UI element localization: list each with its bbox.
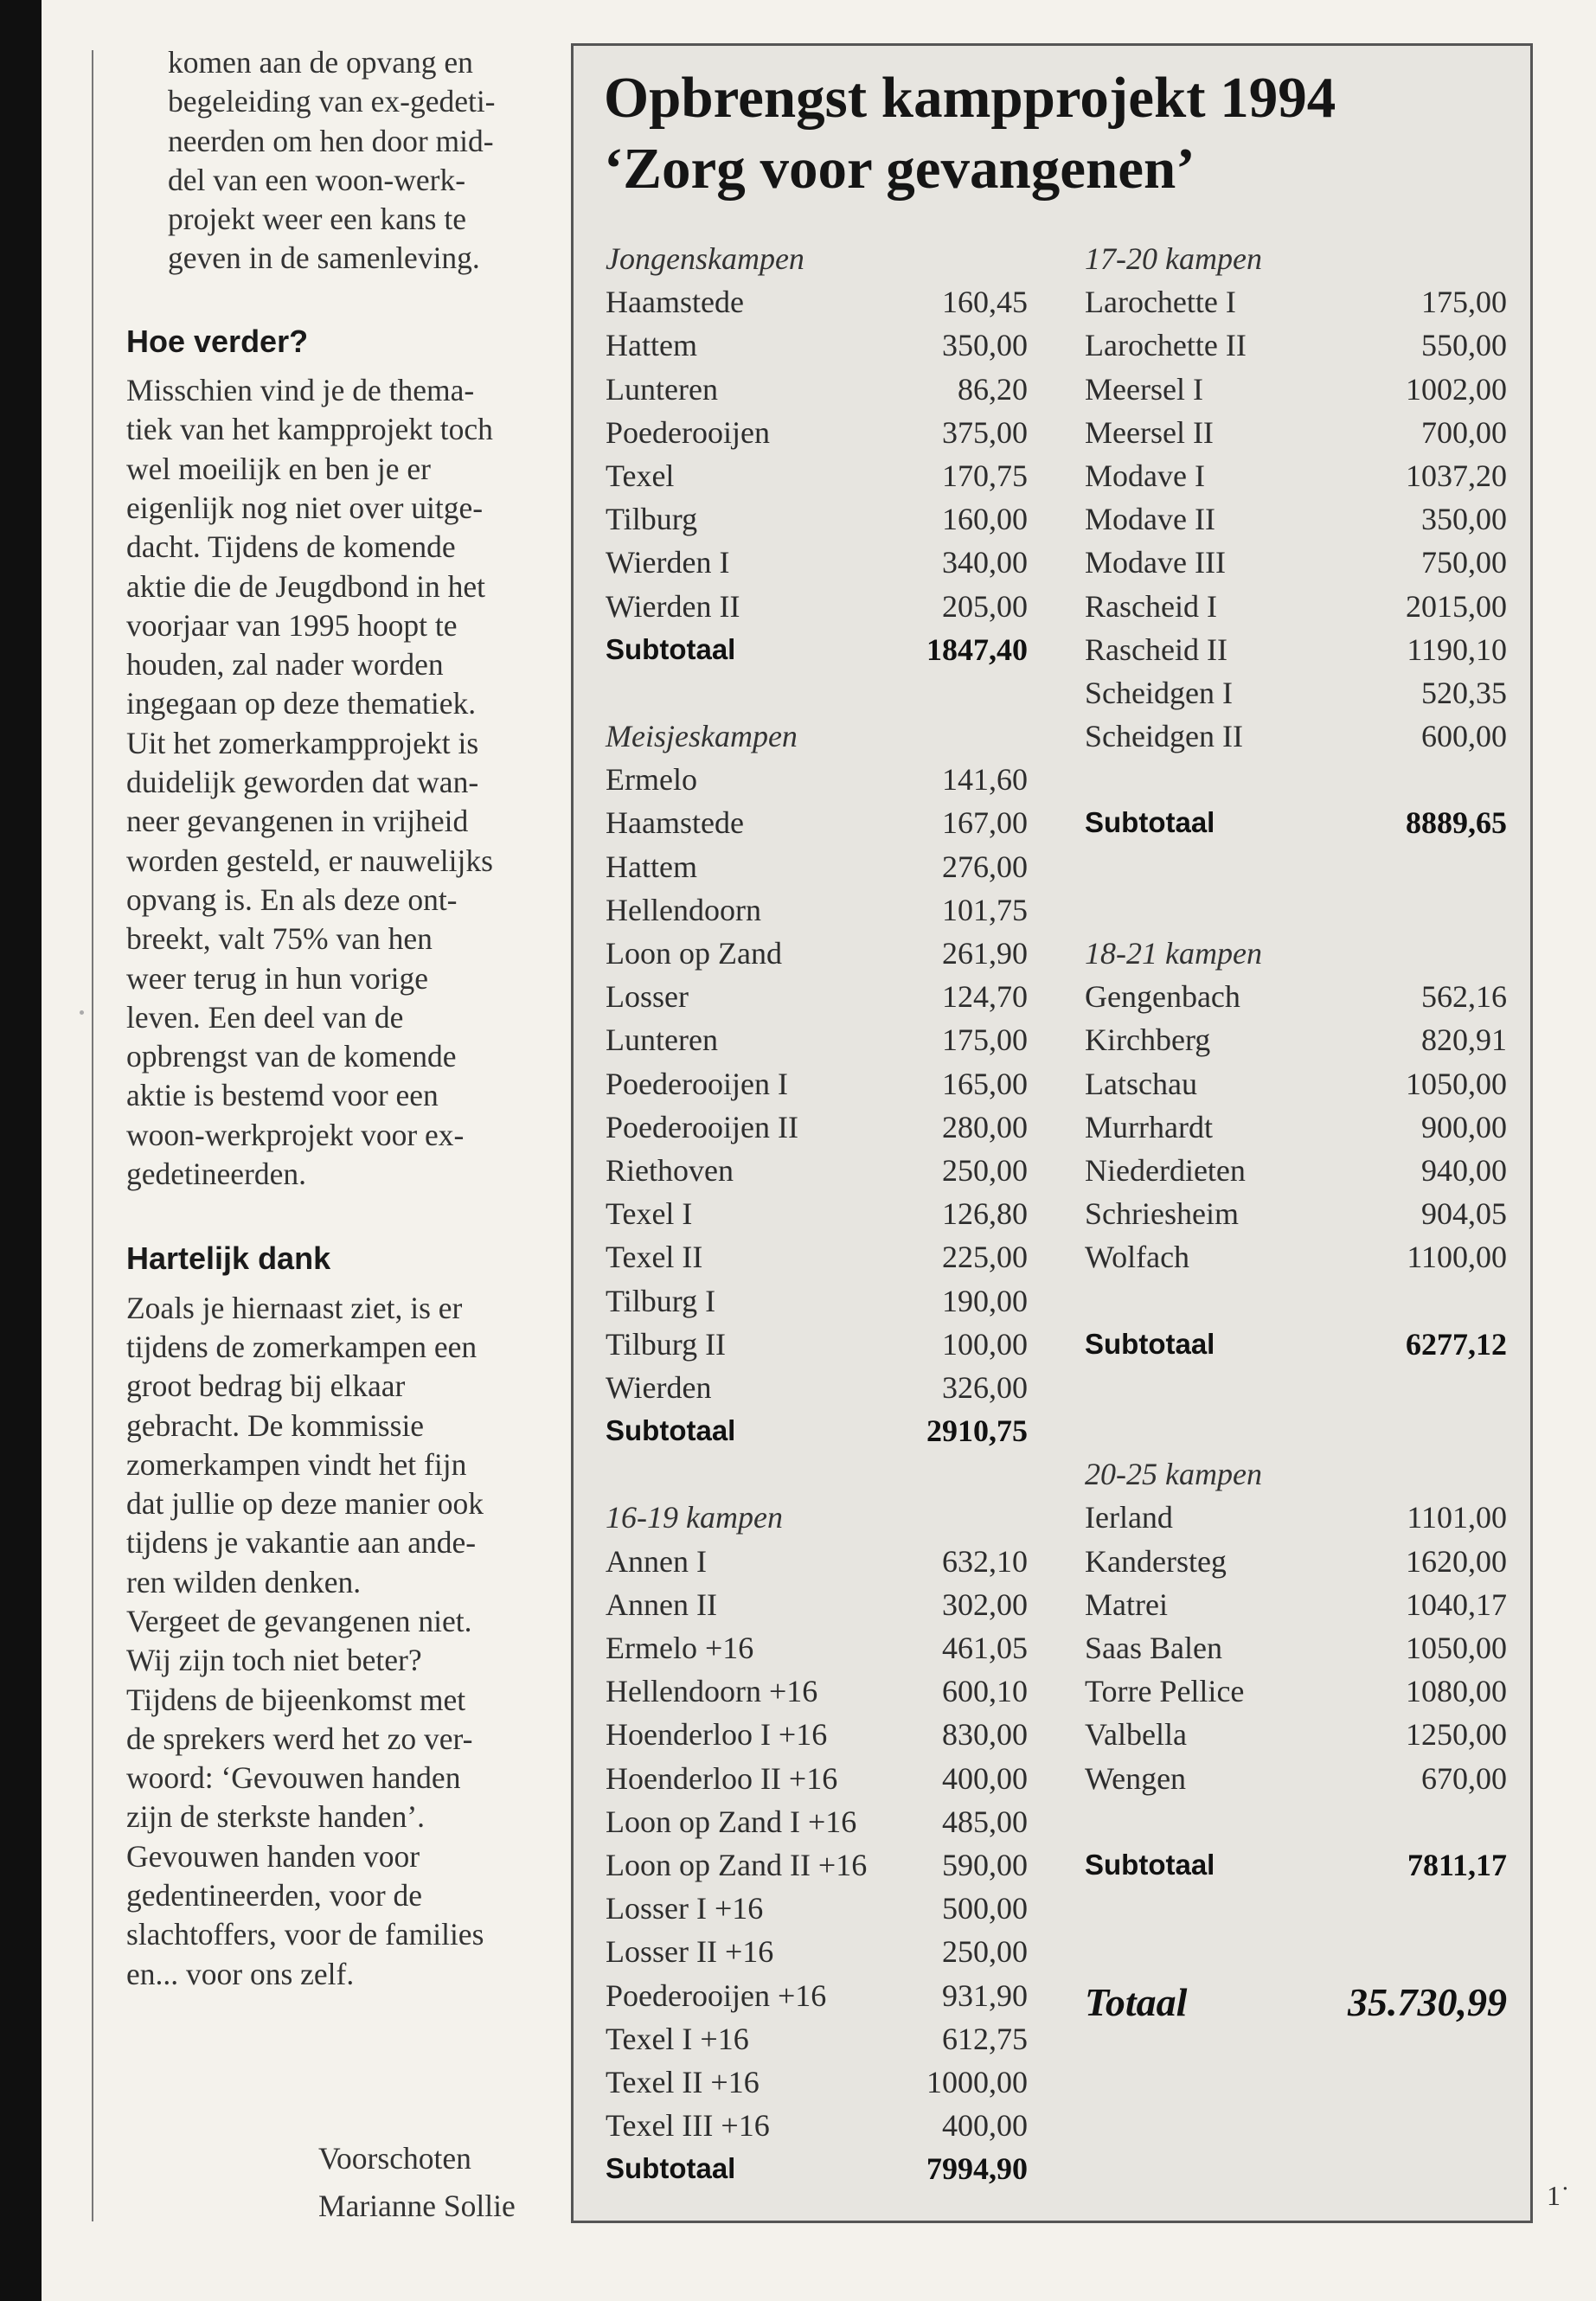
table-row: Poederooijen +16 931,90 xyxy=(606,1977,1028,2013)
text-line: aktie die de Jeugdbond in het xyxy=(126,568,486,604)
text-line: leven. Een deel van de xyxy=(126,999,404,1035)
table-row: Modave II 350,00 xyxy=(1085,502,1507,537)
subtotal-row: Subtotaal 7811,17 xyxy=(1085,1847,1507,1882)
table-row: Saas Balen 1050,00 xyxy=(1085,1631,1507,1665)
table-row: Texel 170,75 xyxy=(606,458,1028,493)
table-row: Lunteren 86,20 xyxy=(606,371,1028,407)
signature-name: Marianne Sollie xyxy=(318,2189,516,2223)
text-line: zomerkampen vindt het fijn xyxy=(126,1446,467,1482)
text-line: voorjaar van 1995 hoopt te xyxy=(126,607,458,643)
paragraph-hoe-verder xyxy=(126,371,542,1194)
table-row: Schriesheim 904,05 xyxy=(1085,1196,1507,1232)
text-line: duidelijk geworden dat wan- xyxy=(126,765,479,800)
table-row: Losser 124,70 xyxy=(606,979,1028,1015)
table-row: Wengen 670,00 xyxy=(1085,1760,1507,1796)
table-row: Gengenbach 562,16 xyxy=(1085,979,1507,1015)
table-row: Loon op Zand I +16 485,00 xyxy=(606,1804,1028,1839)
results-column-left xyxy=(606,237,1028,2190)
table-row: Hattem 350,00 xyxy=(606,328,1028,363)
table-row: Larochette II 550,00 xyxy=(1085,328,1507,363)
table-row: Rascheid I 2015,00 xyxy=(1085,588,1507,624)
table-row: Haamstede 167,00 xyxy=(606,805,1028,841)
table-row: Tilburg I 190,00 xyxy=(606,1283,1028,1318)
table-row: Hoenderloo II +16 400,00 xyxy=(606,1760,1028,1796)
text-line: projekt weer een kans te xyxy=(168,202,466,237)
table-row: Wolfach 1100,00 xyxy=(1085,1240,1507,1275)
table-row: Texel I +16 612,75 xyxy=(606,2021,1028,2056)
table-row: Wierden 326,00 xyxy=(606,1369,1028,1405)
table-row: Texel I 126,80 xyxy=(606,1196,1028,1232)
text-line: ingegaan op deze thematiek. xyxy=(126,686,477,721)
text-line: opbrengst van de komende xyxy=(126,1039,457,1074)
subtotal-row: Subtotaal 7994,90 xyxy=(606,2151,1028,2187)
text-line: del van een woon-werk- xyxy=(168,162,466,197)
text-line: Misschien vind je de thema- xyxy=(126,373,475,408)
table-row: Hoenderloo I +16 830,00 xyxy=(606,1717,1028,1753)
heading-hartelijk-dank: Hartelijk dank xyxy=(126,1240,331,1277)
text-line: zijn de sterkste handen’. xyxy=(126,1799,426,1835)
table-row: Haamstede 160,45 xyxy=(606,285,1028,320)
table-row: Murrhardt 900,00 xyxy=(1085,1109,1507,1144)
table-row: Meersel I 1002,00 xyxy=(1085,371,1507,407)
text-line: slachtoffers, voor de families xyxy=(126,1917,484,1952)
text-line: houden, zal nader worden xyxy=(126,647,444,683)
table-row: Poederooijen I 165,00 xyxy=(606,1066,1028,1101)
text-line: breekt, valt 75% van hen xyxy=(126,921,433,957)
table-row: Kirchberg 820,91 xyxy=(1085,1022,1507,1058)
text-line: eigenlijk nog niet over uitge- xyxy=(126,490,484,525)
table-row: Ierland 1101,00 xyxy=(1085,1500,1507,1535)
text-line: dat jullie op deze manier ook xyxy=(126,1486,484,1522)
table-row: Losser I +16 500,00 xyxy=(606,1891,1028,1926)
table-row: Tilburg 160,00 xyxy=(606,502,1028,537)
results-column-right xyxy=(1085,237,1507,2031)
text-line: gedetineerden. xyxy=(126,1157,306,1192)
table-row: Modave III 750,00 xyxy=(1085,545,1507,580)
table-row: Texel II 225,00 xyxy=(606,1240,1028,1275)
intro-paragraph xyxy=(168,43,542,279)
total-row: Totaal 35.730,99 xyxy=(1085,1979,1507,2024)
print-speck xyxy=(80,1010,84,1015)
text-line: gedentineerden, voor de xyxy=(126,1878,423,1913)
text-line: Uit het zomerkampprojekt is xyxy=(126,725,479,760)
page-number: 1˙ xyxy=(1547,2180,1570,2211)
table-row: Latschau 1050,00 xyxy=(1085,1066,1507,1101)
binding-edge xyxy=(0,0,42,2301)
table-row: Losser II +16 250,00 xyxy=(606,1934,1028,1970)
table-row: Wierden II 205,00 xyxy=(606,588,1028,624)
text-line: worden gesteld, er nauwelijks xyxy=(126,843,493,878)
table-row: Annen II 302,00 xyxy=(606,1586,1028,1622)
title-line-2: ‘Zorg voor gevangenen’ xyxy=(604,137,1195,201)
subtotal-row: Subtotaal 8889,65 xyxy=(1085,805,1507,841)
table-row: Matrei 1040,17 xyxy=(1085,1586,1507,1622)
text-line: Zoals je hiernaast ziet, is er xyxy=(126,1290,463,1325)
text-line: neerden om hen door mid- xyxy=(168,123,494,158)
table-row: Loon op Zand 261,90 xyxy=(606,936,1028,971)
section-label: 17-20 kampen xyxy=(1085,241,1262,276)
text-line: geven in de samenleving. xyxy=(168,240,480,276)
table-row: Ermelo 141,60 xyxy=(606,762,1028,798)
heading-hoe-verder: Hoe verder? xyxy=(126,323,309,359)
table-row: Lunteren 175,00 xyxy=(606,1022,1028,1058)
table-row: Meersel II 700,00 xyxy=(1085,414,1507,450)
section-label: 18-21 kampen xyxy=(1085,936,1262,971)
signature xyxy=(318,2135,516,2230)
text-line: neer gevangenen in vrijheid xyxy=(126,804,469,839)
text-line: aktie is bestemd voor een xyxy=(126,1078,439,1113)
text-line: opvang is. En als deze ont- xyxy=(126,881,458,917)
table-row: Annen I 632,10 xyxy=(606,1543,1028,1579)
section-label: Jongenskampen xyxy=(606,241,804,276)
column-rule xyxy=(92,50,93,2221)
text-line: dacht. Tijdens de komende xyxy=(126,529,456,565)
subtotal-row: Subtotaal 2910,75 xyxy=(606,1413,1028,1449)
table-row: Niederdieten 940,00 xyxy=(1085,1152,1507,1188)
text-line: Vergeet de gevangenen niet. xyxy=(126,1603,472,1638)
table-row: Riethoven 250,00 xyxy=(606,1152,1028,1188)
table-row: Valbella 1250,00 xyxy=(1085,1717,1507,1753)
text-line: woon-werkprojekt voor ex- xyxy=(126,1117,465,1152)
table-row: Hellendoorn 101,75 xyxy=(606,892,1028,927)
table-row: Ermelo +16 461,05 xyxy=(606,1631,1028,1665)
signature-place: Voorschoten xyxy=(318,2141,471,2176)
section-label: 16-19 kampen xyxy=(606,1500,783,1535)
table-row: Poederooijen II 280,00 xyxy=(606,1109,1028,1144)
table-row: Torre Pellice 1080,00 xyxy=(1085,1674,1507,1709)
table-row: Texel III +16 400,00 xyxy=(606,2108,1028,2144)
title-line-1: Opbrengst kampprojekt 1994 xyxy=(604,66,1336,130)
text-line: Gevouwen handen voor xyxy=(126,1838,420,1874)
text-line: weer terug in hun vorige xyxy=(126,960,428,996)
box-title xyxy=(604,62,1521,204)
table-row: Scheidgen II 600,00 xyxy=(1085,719,1507,754)
table-row: Hellendoorn +16 600,10 xyxy=(606,1674,1028,1709)
table-row: Kandersteg 1620,00 xyxy=(1085,1543,1507,1579)
text-line: en... voor ons zelf. xyxy=(126,1956,355,1991)
table-row: Larochette I 175,00 xyxy=(1085,285,1507,320)
text-line: woord: ‘Gevouwen handen xyxy=(126,1760,461,1796)
text-line: ren wilden denken. xyxy=(126,1564,362,1599)
table-row: Tilburg II 100,00 xyxy=(606,1326,1028,1362)
table-row: Hattem 276,00 xyxy=(606,849,1028,884)
subtotal-row: Subtotaal 6277,12 xyxy=(1085,1326,1507,1362)
article-column xyxy=(126,43,542,1994)
text-line: tiek van het kampprojekt toch xyxy=(126,412,493,447)
text-line: tijdens je vakantie aan ande- xyxy=(126,1525,477,1561)
text-line: begeleiding van ex-gedeti- xyxy=(168,84,496,119)
text-line: gebracht. De kommissie xyxy=(126,1407,425,1443)
table-row: Poederooijen 375,00 xyxy=(606,414,1028,450)
paragraph-hartelijk-dank xyxy=(126,1289,542,1994)
table-row: Rascheid II 1190,10 xyxy=(1085,631,1507,667)
section-label: Meisjeskampen xyxy=(606,719,798,754)
table-row: Wierden I 340,00 xyxy=(606,545,1028,580)
text-line: de sprekers werd het zo ver- xyxy=(126,1721,473,1756)
table-row: Texel II +16 1000,00 xyxy=(606,2064,1028,2099)
section-label: 20-25 kampen xyxy=(1085,1457,1262,1492)
table-row: Scheidgen I 520,35 xyxy=(1085,675,1507,710)
text-line: wel moeilijk en ben je er xyxy=(126,451,431,486)
text-line: tijdens de zomerkampen een xyxy=(126,1329,478,1364)
table-row: Modave I 1037,20 xyxy=(1085,458,1507,493)
text-line: Wij zijn toch niet beter? xyxy=(126,1643,422,1678)
text-line: komen aan de opvang en xyxy=(168,45,473,80)
table-row: Loon op Zand II +16 590,00 xyxy=(606,1847,1028,1882)
text-line: Tijdens de bijeenkomst met xyxy=(126,1682,466,1717)
text-line: groot bedrag bij elkaar xyxy=(126,1368,406,1404)
subtotal-row: Subtotaal 1847,40 xyxy=(606,631,1028,667)
